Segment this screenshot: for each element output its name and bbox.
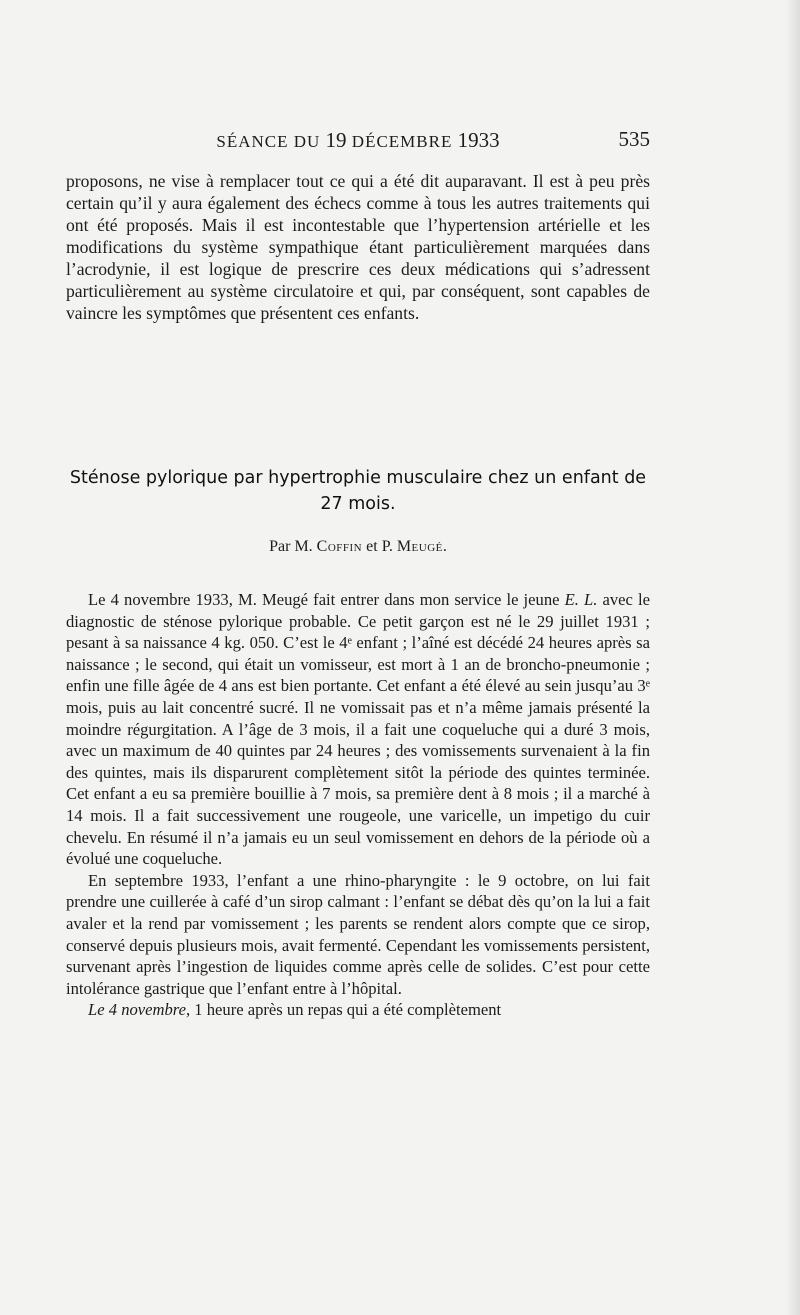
previous-article-text — [66, 170, 650, 324]
author-name: Meugé — [396, 538, 443, 555]
page-number: 535 — [618, 127, 650, 151]
article-authors: Par M. Coffin et P. Meugé. — [269, 538, 447, 555]
running-head — [66, 128, 650, 156]
article-body — [66, 589, 650, 1021]
paragraph: Le 4 novembre 1933, M. Meugé fait entrer dans mon service le jeune E. L. avec le diagnostic de sténose pylorique probable. Ce petit garçon est né le 29 juillet 1931 ; pesant à sa naissance 4 kg. 050. C’est le 4ᵉ enfant ; l’aîné est décédé 24 heures après sa naissance ; le second, qui était un vomisseur, est mort à 1 an de broncho-pneumonie ; enfin une fille âgée de 4 ans est bien portante. Cet enfant a été élevé au sein jusqu’au 3ᵉ mois, puis au lait concentré sucré. Il ne vomissait pas et n’a même jamais présenté la moindre régurgitation. A l’âge de 3 mois, il a fait une coqueluche qui a duré 3 mois, avec un maximum de 40 quintes par 24 heures ; des vomissements survenaient à la fin des quintes, mais ils disparurent complètement sitôt la période des quintes terminée. Cet enfant a eu sa première bouillie à 7 mois, sa première dent à 8 mois ; il a marché à 14 mois. Il a fait successivement une rougeole, une varicelle, un impetigo du cuir chevelu. En résumé il n’a jamais eu un seul vomissement en dehors de la période où a évolué une coqueluche. — [66, 590, 650, 869]
running-title: SÉANCE DU 19 DÉCEMBRE 1933 — [216, 128, 500, 152]
paragraph: proposons, ne vise à remplacer tout ce qui a été dit auparavant. Il est à peu près certain qu’il y aura également des échecs comme à tous les autres traitements qui ont été proposés. Mais il est incontestable que l’hypertension artérielle et les modifications du système sympathique étant particulièrement marquées dans l’acrodynie, il est logique de prescrire ces deux médications qui s’adressent particulièrement au système circulatoire et qui, par conséquent, sont capables de vaincre les symptômes que présentent ces enfants. — [66, 171, 650, 323]
paragraph: Le 4 novembre, 1 heure après un repas qui a été complètement — [88, 1000, 502, 1020]
paragraph: En septembre 1933, l’enfant a une rhino-pharyngite : le 9 octobre, on lui fait prendre une cuillerée à café d’un sirop calmant : l’enfant se débat dès qu’on la lui a fait avaler et la rend par vomissement ; les parents se rendent alors compte que ce sirop, conservé depuis plusieurs mois, avait fermenté. Cependant les vomissements persistent, survenant après l’ingestion de liquides comme après celle de solides. C’est pour cette intolérance gastrique que l’enfant entre à l’hôpital. — [66, 870, 650, 998]
article-title: Sténose pylorique par hypertrophie musculaire chez un enfant de 27 mois. — [69, 468, 647, 514]
page-edge-shadow — [786, 0, 800, 1315]
author-name: Coffin — [316, 538, 363, 555]
